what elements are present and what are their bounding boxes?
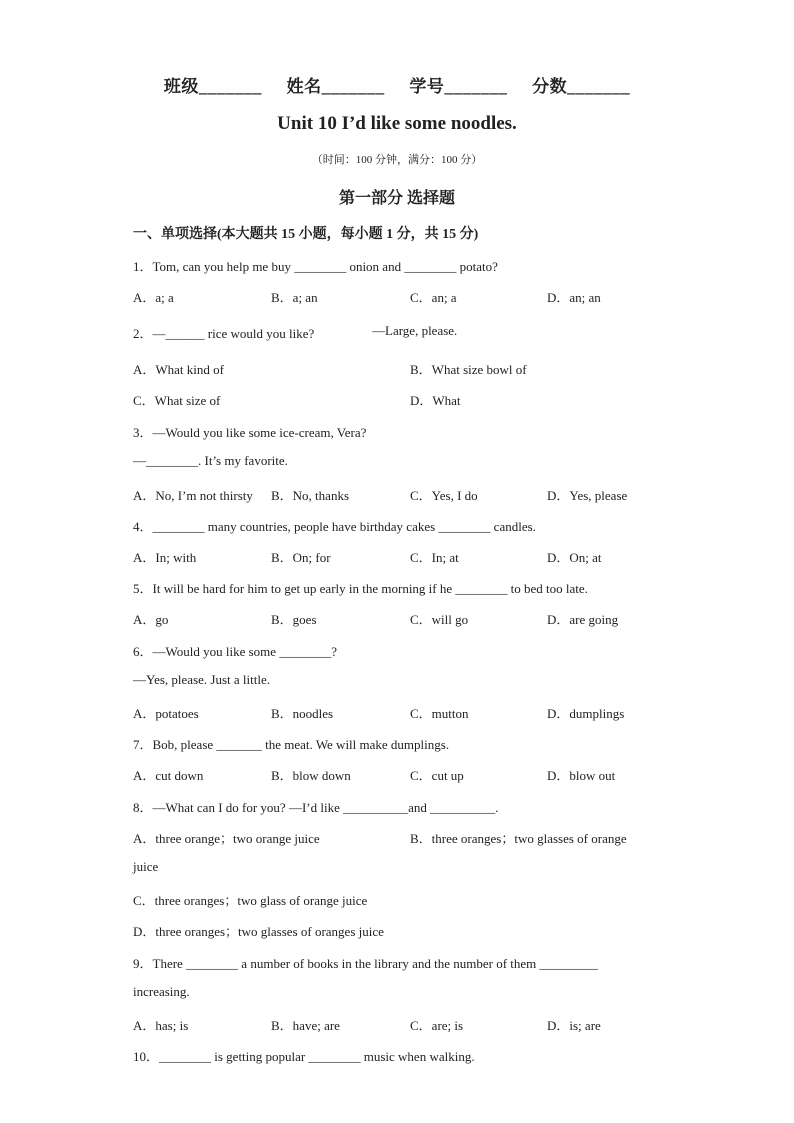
question-5-option-c: C．will go <box>410 612 469 627</box>
question-7-option-d: D．blow out <box>547 768 616 783</box>
question-5-option-d: D．are going <box>547 612 619 627</box>
question-1-option-d: D．an; an <box>547 290 601 305</box>
question-5-option-b: B．goes <box>271 612 317 627</box>
question-9-stem: 9．There ________ a number of books in the library and the number of them _________ <box>133 956 599 971</box>
question-3-stem: 3．—Would you like some ice-cream, Vera? <box>133 425 367 440</box>
question-2-option-b: B．What size bowl of <box>410 362 527 377</box>
question-3-option-c: C．Yes, I do <box>410 488 478 503</box>
question-9-option-d: D．is; are <box>547 1018 601 1033</box>
question-7-option-b: B．blow down <box>271 768 351 783</box>
question-4-stem: 4．________ many countries, people have birthday cakes ________ candles. <box>133 519 536 534</box>
question-1-stem: 1．Tom, can you help me buy ________ onion and ________ potato? <box>133 259 498 274</box>
question-3-option-b: B．No, thanks <box>271 488 350 503</box>
question-9-option-c: C．are; is <box>410 1018 464 1033</box>
class-field-label: 班级_______ <box>163 77 262 96</box>
question-6-option-b: B．noodles <box>271 706 334 721</box>
question-2-reply: —Large, please. <box>372 323 458 338</box>
question-5-option-a: A．go <box>133 612 169 627</box>
question-8-stem: 8．—What can I do for you? —I’d like __________and __________. <box>133 800 499 815</box>
question-6-option-c: C．mutton <box>410 706 469 721</box>
question-3-option-d: D．Yes, please <box>547 488 628 503</box>
question-9-stem-cont: increasing. <box>133 984 190 999</box>
id-field-label: 学号_______ <box>409 77 508 96</box>
question-2-option-d: D．What <box>410 393 461 408</box>
question-4-option-a: A．In; with <box>133 550 197 565</box>
question-8-option-d: D．three oranges；two glasses of oranges juice <box>133 924 384 939</box>
question-5-stem: 5．It will be hard for him to get up early in the morning if he ________ to bed too late. <box>133 581 588 596</box>
question-6-stem: 6．—Would you like some ________? <box>133 644 338 659</box>
question-7-option-a: A．cut down <box>133 768 204 783</box>
question-2-option-c: C．What size of <box>133 393 221 408</box>
question-7-option-c: C．cut up <box>410 768 464 783</box>
student-info-line <box>0 72 794 97</box>
question-4-option-b: B．On; for <box>271 550 331 565</box>
question-3-option-a: A．No, I’m not thirsty <box>133 488 253 503</box>
question-6-option-a: A．potatoes <box>133 706 199 721</box>
question-8-option-b-cont: juice <box>133 859 159 874</box>
question-9-option-b: B．have; are <box>271 1018 340 1033</box>
question-10-stem: 10．________ is getting popular ________ music when walking. <box>133 1049 475 1064</box>
question-3-reply: —________. It’s my favorite. <box>133 453 288 468</box>
page-title: Unit 10 I’d like some noodles. <box>277 113 517 134</box>
question-1-option-b: B．a; an <box>271 290 318 305</box>
question-1-option-c: C．an; a <box>410 290 457 305</box>
question-6-option-d: D．dumplings <box>547 706 625 721</box>
question-4-option-d: D．On; at <box>547 550 602 565</box>
exam-info: （时间：100 分钟，满分：100 分） <box>311 154 483 166</box>
question-9-option-a: A．has; is <box>133 1018 189 1033</box>
question-2-stem: 2．—______ rice would you like? <box>133 326 315 341</box>
score-field-label: 分数_______ <box>532 77 631 96</box>
section-title: 一、单项选择(本大题共 15 小题，每小题 1 分，共 15 分) <box>133 227 479 242</box>
question-8-option-a: A．three orange；two orange juice <box>133 831 320 846</box>
question-8-option-b: B．three oranges；two glasses of orange <box>410 831 627 846</box>
question-8-option-c: C．three oranges；two glass of orange juice <box>133 893 368 908</box>
question-4-option-c: C．In; at <box>410 550 459 565</box>
name-field-label: 姓名_______ <box>286 77 385 96</box>
part-title: 第一部分 选择题 <box>338 190 455 207</box>
question-2-option-a: A．What kind of <box>133 362 224 377</box>
question-7-stem: 7．Bob, please _______ the meat. We will make dumplings. <box>133 737 450 752</box>
question-1-option-a: A．a; a <box>133 290 174 305</box>
question-6-reply: —Yes, please. Just a little. <box>133 672 270 687</box>
